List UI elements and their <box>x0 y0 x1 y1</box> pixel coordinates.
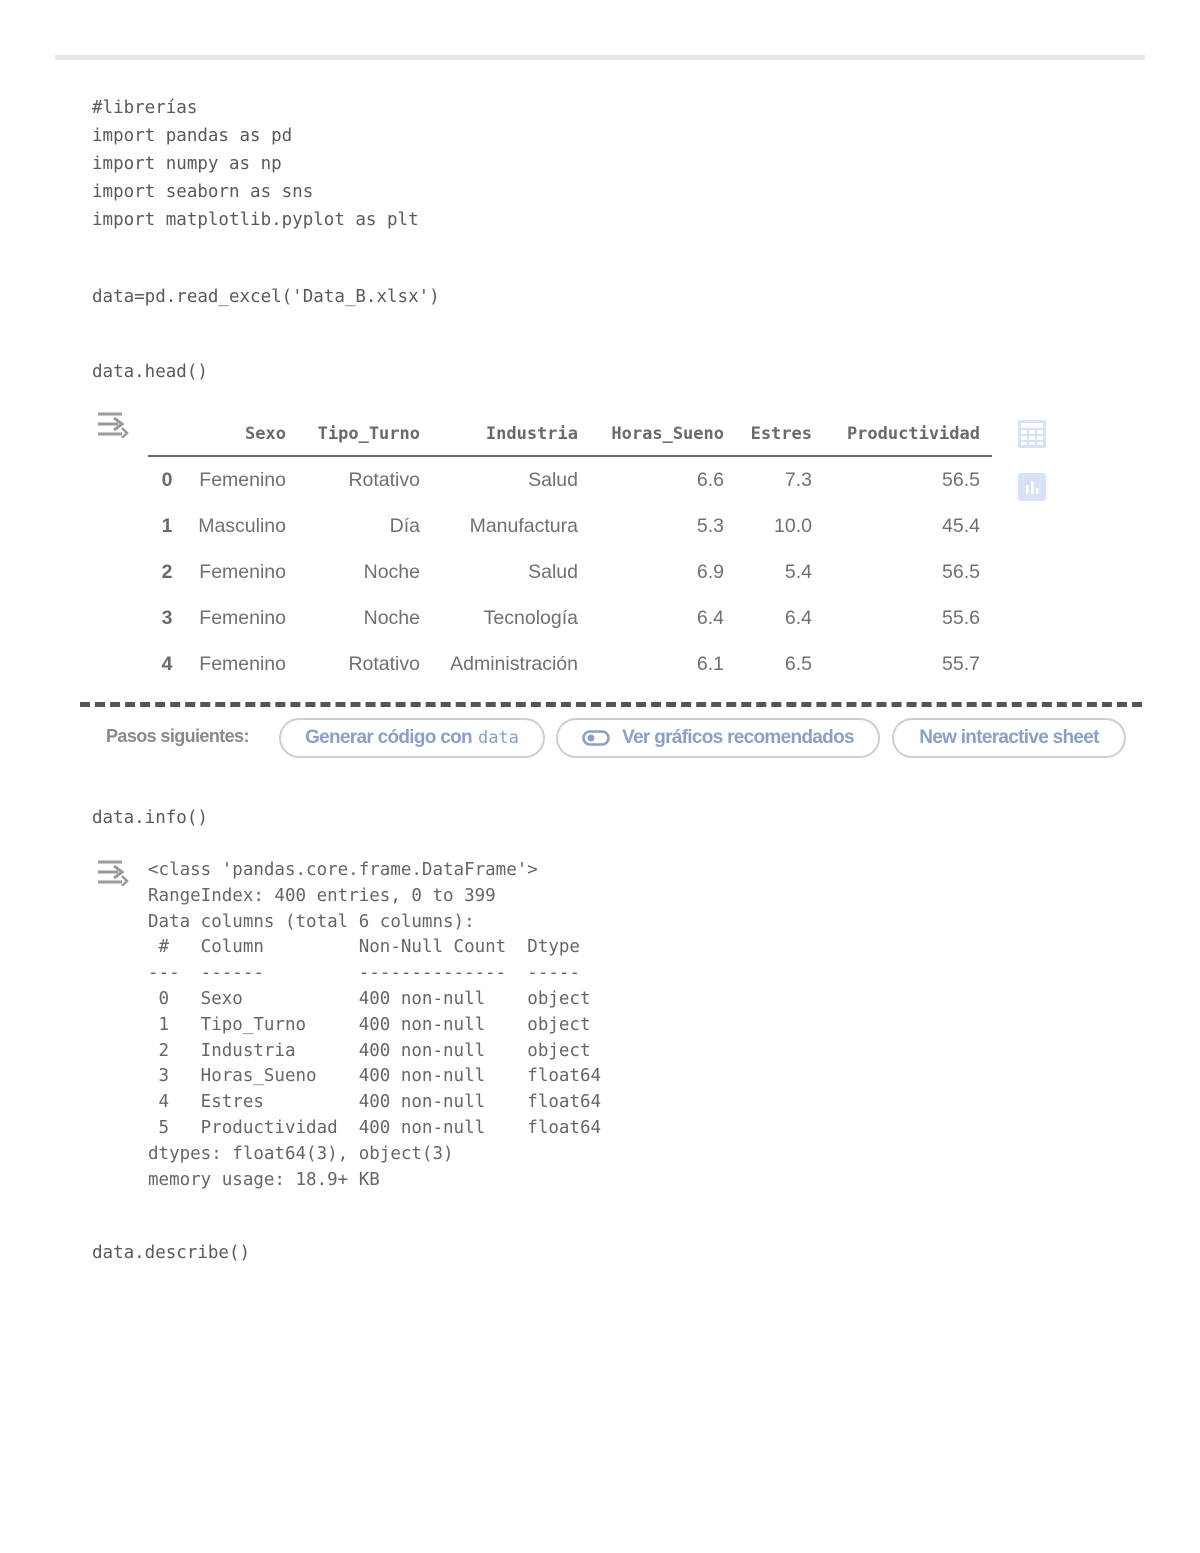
code-line: data.info() <box>92 808 208 828</box>
generate-code-variable: data <box>477 728 519 748</box>
table-cell: Manufactura <box>469 514 578 537</box>
row-index: 3 <box>161 606 173 629</box>
code-line: data.describe() <box>92 1243 251 1263</box>
code-cell-head[interactable] <box>92 358 208 386</box>
table-cell: 10.0 <box>774 514 812 537</box>
output-line: 3 Horas_Sueno 400 non-null float64 <box>148 1066 602 1087</box>
code-line: import seaborn as sns <box>92 182 314 202</box>
output-line: 0 Sexo 400 non-null object <box>148 988 602 1009</box>
code-line: #librerías <box>92 98 198 118</box>
output-line: memory usage: 18.9+ KB <box>148 1169 380 1190</box>
row-index: 2 <box>161 560 173 583</box>
row-index: 4 <box>161 652 173 675</box>
row-index: 0 <box>161 468 173 491</box>
table-cell: Femenino <box>199 606 286 629</box>
table-row <box>148 595 992 641</box>
table-cell: 55.6 <box>942 606 980 629</box>
column-header-estres: Estres <box>724 413 812 456</box>
output-line: 5 Productividad 400 non-null float64 <box>148 1117 602 1138</box>
output-line: 4 Estres 400 non-null float64 <box>148 1092 602 1113</box>
table-cell: 6.9 <box>696 560 724 583</box>
table-cell: Salud <box>528 468 578 491</box>
table-cell: Femenino <box>199 560 286 583</box>
dataframe-table <box>148 413 992 687</box>
code-line: import pandas as pd <box>92 126 293 146</box>
output-line: <class 'pandas.core.frame.DataFrame'> <box>148 860 538 880</box>
suggest-charts-icon[interactable] <box>1017 472 1047 502</box>
code-line: data=pd.read_excel('Data_B.xlsx') <box>92 287 440 307</box>
new-interactive-sheet-button[interactable] <box>892 718 1126 758</box>
output-line: dtypes: float64(3), object(3) <box>148 1143 454 1164</box>
table-row <box>148 641 992 687</box>
column-header-sexo: Sexo <box>186 413 286 456</box>
column-header-industria: Industria <box>420 413 578 456</box>
table-cell: 6.4 <box>784 606 812 629</box>
table-cell: 7.3 <box>784 468 812 491</box>
output-line: # Column Non-Null Count Dtype <box>148 937 602 958</box>
code-cell-imports[interactable] <box>92 94 419 234</box>
output-toggle-icon[interactable] <box>96 410 130 438</box>
table-cell: Masculino <box>198 514 286 537</box>
table-row <box>148 456 992 503</box>
table-cell: Rotativo <box>348 468 420 491</box>
table-cell: Femenino <box>199 468 286 491</box>
table-cell: Noche <box>363 606 420 629</box>
table-cell: Femenino <box>199 652 286 675</box>
recommended-charts-label: Ver gráficos recomendados <box>622 727 854 748</box>
column-header-productividad: Productividad <box>812 413 992 456</box>
code-cell-read-excel[interactable] <box>92 283 440 311</box>
table-row <box>148 549 992 595</box>
convert-to-interactive-table-icon[interactable] <box>1017 419 1047 449</box>
column-header-index <box>148 413 186 456</box>
info-output <box>148 858 601 1193</box>
recommended-charts-button[interactable] <box>556 718 880 758</box>
next-steps-label: Pasos siguientes: <box>106 726 249 746</box>
code-line: import numpy as np <box>92 154 282 174</box>
generate-code-button[interactable] <box>279 718 545 758</box>
table-cell: 56.5 <box>942 468 980 491</box>
column-header-tipo-turno: Tipo_Turno <box>286 413 420 456</box>
table-cell: Salud <box>528 560 578 583</box>
output-toggle-icon[interactable] <box>96 858 130 886</box>
cell-divider <box>80 702 1142 707</box>
table-header-row <box>148 413 992 456</box>
output-line: Data columns (total 6 columns): <box>148 911 475 932</box>
output-line: 1 Tipo_Turno 400 non-null object <box>148 1014 602 1035</box>
page-top-divider <box>55 55 1145 60</box>
table-cell: 6.5 <box>784 652 812 675</box>
output-line: RangeIndex: 400 entries, 0 to 399 <box>148 885 496 906</box>
table-cell: 45.4 <box>942 514 980 537</box>
table-cell: Rotativo <box>348 652 420 675</box>
output-line: 2 Industria 400 non-null object <box>148 1040 602 1061</box>
code-cell-describe[interactable] <box>92 1239 250 1267</box>
row-index: 1 <box>161 514 173 537</box>
code-line: import matplotlib.pyplot as plt <box>92 210 419 230</box>
table-cell: 6.1 <box>696 652 724 675</box>
table-cell: 6.4 <box>696 606 724 629</box>
code-line: data.head() <box>92 362 208 382</box>
table-cell: 56.5 <box>942 560 980 583</box>
generate-code-label: Generar código con <box>305 727 472 748</box>
table-cell: 5.4 <box>784 560 812 583</box>
code-cell-info[interactable] <box>92 804 208 832</box>
table-cell: Administración <box>450 652 578 675</box>
table-row <box>148 503 992 549</box>
table-cell: Noche <box>363 560 420 583</box>
table-cell: 6.6 <box>696 468 724 491</box>
table-cell: Tecnología <box>483 606 578 629</box>
table-cell: Día <box>389 514 420 537</box>
new-interactive-sheet-label: New interactive sheet <box>919 727 1099 748</box>
output-line: --- ------ -------------- ----- <box>148 963 602 984</box>
table-cell: 5.3 <box>696 514 724 537</box>
column-header-horas-sueno: Horas_Sueno <box>578 413 724 456</box>
table-cell: 55.7 <box>942 652 980 675</box>
toggle-icon <box>582 730 610 746</box>
